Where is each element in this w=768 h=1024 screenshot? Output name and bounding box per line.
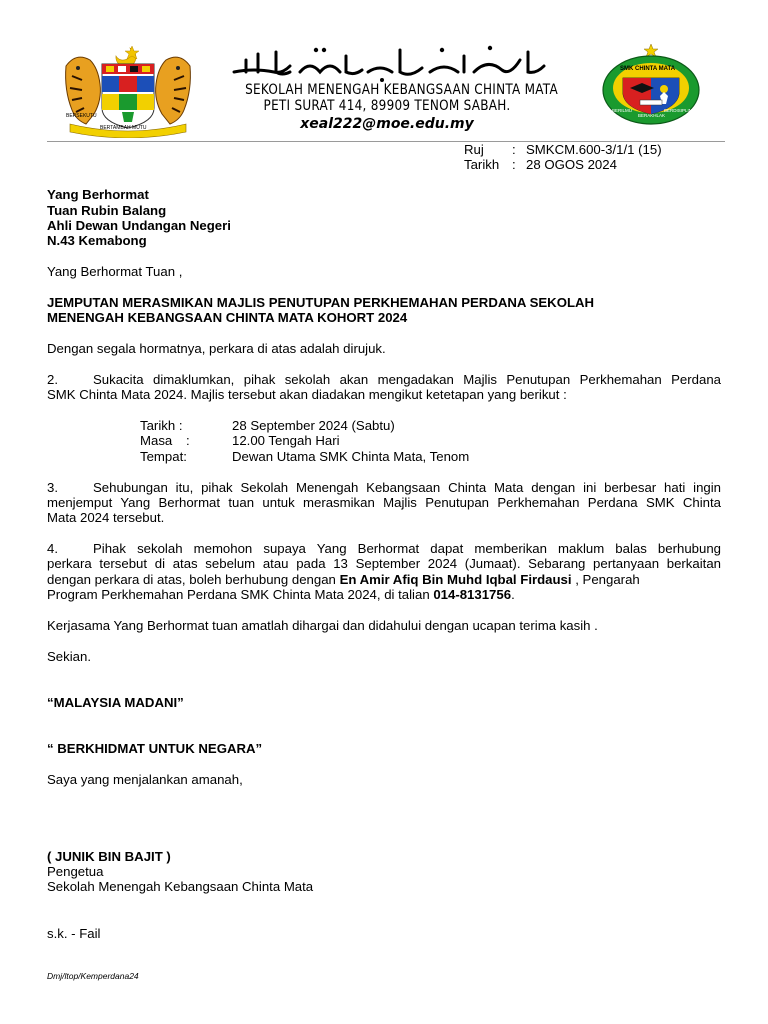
para4-line-3-tail: , Pengarah xyxy=(571,572,640,587)
crest-motto-right: BERTAMBAH MUTU xyxy=(100,125,147,131)
closing-line: Sekian. xyxy=(47,649,91,664)
salutation: Yang Berhormat Tuan , xyxy=(47,264,183,279)
details-place-value: Dewan Utama SMK Chinta Mata, Tenom xyxy=(232,449,470,464)
signatory-title: Pengetua xyxy=(47,864,104,879)
school-address: PETI SURAT 414, 89909 TENOM SABAH. xyxy=(263,98,511,114)
para3-line-3: Mata 2024 tersebut. xyxy=(47,510,165,525)
subject-line-2: MENENGAH KEBANGSAAN CHINTA MATA KOHORT 2024 xyxy=(47,310,408,325)
subject-line-1: JEMPUTAN MERASMIKAN MAJLIS PENUTUPAN PERKHEMAHAN PERDANA SEKOLAH xyxy=(47,295,595,310)
footer-reference: Dmj/ltop/Kemperdana24 xyxy=(47,971,139,981)
para4-line-4-tail: . xyxy=(511,587,515,602)
details-time-value: 12.00 Tengah Hari xyxy=(232,433,340,448)
para4-line-4 xyxy=(47,587,515,603)
school-logo-top-text: SMK CHINTA MATA xyxy=(620,66,676,72)
school-email: xeal222@moe.edu.my xyxy=(300,116,474,132)
para4-line-2: perkara tersebut di atas sebelum atau pada 13 September 2024 (Jumaat). Sebarang pertanyaan berkaitan xyxy=(47,556,721,571)
para4-line-3 xyxy=(47,572,640,588)
recipient-line-3: Ahli Dewan Undangan Negeri xyxy=(47,218,231,233)
opening-line: Dengan segala hormatnya, perkara di atas adalah dirujuk. xyxy=(47,341,386,356)
recipient-line-2: Tuan Rubin Balang xyxy=(47,203,167,218)
para3-line-1: Sehubungan itu, pihak Sekolah Menengah Kebangsaan Chinta Mata dengan ini berbesar hati ingin xyxy=(93,480,721,495)
signatory-organization: Sekolah Menengah Kebangsaan Chinta Mata xyxy=(47,879,314,894)
para2-number: 2. xyxy=(47,372,58,387)
recipient-line-4: N.43 Kemabong xyxy=(47,233,147,248)
school-logo-bottom-right: BERDISIPLIN xyxy=(664,108,693,113)
para2-line-2: SMK Chinta Mata 2024. Majlis tersebut akan diadakan mengikut ketetapan yang berikut : xyxy=(47,387,567,402)
details-date-label: Tarikh : xyxy=(140,418,183,433)
contact-phone: 014-8131756 xyxy=(433,587,512,602)
school-name-jawi xyxy=(228,42,550,82)
thanks-line: Kerjasama Yang Berhormat tuan amatlah dihargai dan didahului dengan ucapan terima kasih . xyxy=(47,618,598,633)
signatory-name: ( JUNIK BIN BAJIT ) xyxy=(47,849,171,864)
sign-off: Saya yang menjalankan amanah, xyxy=(47,772,243,787)
school-name: SEKOLAH MENENGAH KEBANGSAAN CHINTA MATA xyxy=(245,82,558,98)
details-place-label: Tempat: xyxy=(140,449,187,464)
ref-value: SMKCM.600-3/1/1 (15) xyxy=(526,142,662,157)
slogan-malaysia-madani: “MALAYSIA MADANI” xyxy=(47,695,184,710)
ref-colon: : xyxy=(512,142,516,157)
para4-line-3-text: dengan perkara di atas, boleh berhubung dengan xyxy=(47,572,340,587)
date-value: 28 OGOS 2024 xyxy=(526,157,617,172)
cc-line: s.k. - Fail xyxy=(47,926,101,941)
contact-person-name: En Amir Afiq Bin Muhd Iqbal Firdausi xyxy=(339,572,572,587)
coat-of-arms-logo xyxy=(58,42,198,138)
details-time-colon: : xyxy=(186,433,190,448)
para4-line-4-text: Program Perkhemahan Perdana SMK Chinta Mata 2024, di talian xyxy=(47,587,434,602)
para3-number: 3. xyxy=(47,480,58,495)
details-date-value: 28 September 2024 (Sabtu) xyxy=(232,418,395,433)
para3-line-2: menjemput Yang Berhormat tuan untuk merasmikan Majlis Penutupan Perkhemahan Perdana SMK Chinta xyxy=(47,495,721,510)
para2-line-1: Sukacita dimaklumkan, pihak sekolah akan mengadakan Majlis Penutupan Perkhemahan Perdana xyxy=(93,372,721,387)
date-colon: : xyxy=(512,157,516,172)
slogan-berkhidmat: “ BERKHIDMAT UNTUK NEGARA” xyxy=(47,741,263,756)
date-label: Tarikh xyxy=(464,157,500,172)
details-time-label: Masa xyxy=(140,433,173,448)
recipient-line-1: Yang Berhormat xyxy=(47,187,149,202)
crest-motto-left: BERSEKUTU xyxy=(66,113,97,119)
para4-number: 4. xyxy=(47,541,58,556)
ref-label: Ruj xyxy=(464,142,484,157)
school-logo-bottom-mid: BERAKHLAK xyxy=(638,113,666,118)
jawi-calligraphy-icon xyxy=(228,42,550,82)
para4-line-1: Pihak sekolah memohon supaya Yang Berhormat dapat memberikan maklum balas berhubung xyxy=(93,541,721,556)
school-logo-bottom-left: BERILMU xyxy=(612,108,633,113)
